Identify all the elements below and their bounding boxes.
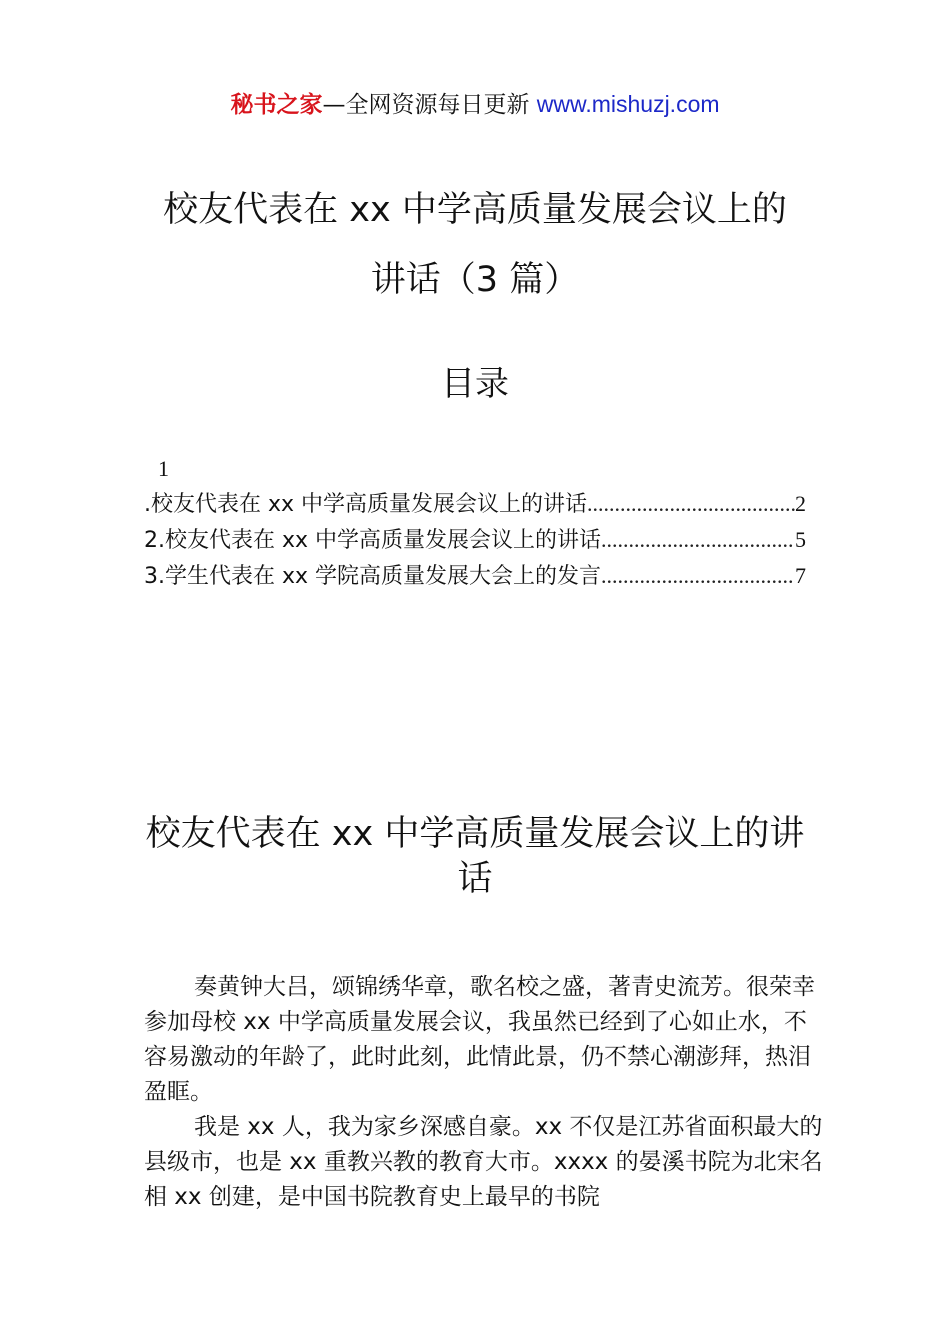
toc-leader-dots: [601, 558, 795, 593]
brand-name: 秘书之家: [230, 92, 323, 118]
toc-entry[interactable]: [144, 522, 806, 558]
body-paragraph: 我是 xx 人，我为家乡深感自豪。xx 不仅是江苏省面积最大的县级市，也是 xx 重教兴教的教育大市。xxxx 的晏溪书院为北宋名相 xx 创建，是中国书院教育史上最早的书院: [144, 1114, 823, 1210]
toc-entry[interactable]: [144, 486, 806, 522]
toc-entry-page: 5: [795, 527, 806, 552]
speech-body: [144, 970, 824, 1215]
toc-entry-text: 2.校友代表在 xx 中学高质量发展会议上的讲话: [144, 528, 602, 553]
site-link[interactable]: www.mishuzj.com: [536, 91, 720, 117]
toc-entry-page: 2: [795, 491, 806, 516]
section-title-line-1: 校友代表在 xx 中学高质量发展会议上的讲: [145, 814, 805, 854]
toc-leader-dots: [601, 522, 795, 557]
table-of-contents: [144, 486, 806, 594]
watermark-header: [0, 86, 950, 123]
toc-heading: 目录: [441, 364, 509, 404]
header-tagline: —全网资源每日更新: [322, 92, 537, 118]
section-title-line-2: 话: [457, 859, 493, 899]
document-title-line-2: 讲话（3 篇）: [370, 260, 580, 300]
toc-entry-text: .校友代表在 xx 中学高质量发展会议上的讲话: [144, 492, 588, 517]
toc-first-number: 1: [158, 456, 169, 481]
document-title-line-1: 校友代表在 xx 中学高质量发展会议上的: [163, 190, 787, 230]
toc-leader-dots: [587, 486, 795, 521]
toc-entry-page: 7: [795, 563, 806, 588]
toc-entry-text: 3.学生代表在 xx 学院高质量发展大会上的发言: [144, 564, 602, 589]
body-paragraph: 奏黄钟大吕，颂锦绣华章，歌名校之盛，著青史流芳。很荣幸参加母校 xx 中学高质量发展会议，我虽然已经到了心如止水，不容易激动的年龄了，此时此刻，此情此景，仍不禁心潮澎拜，热泪盈眶。: [144, 974, 815, 1105]
toc-entry[interactable]: [144, 558, 806, 594]
